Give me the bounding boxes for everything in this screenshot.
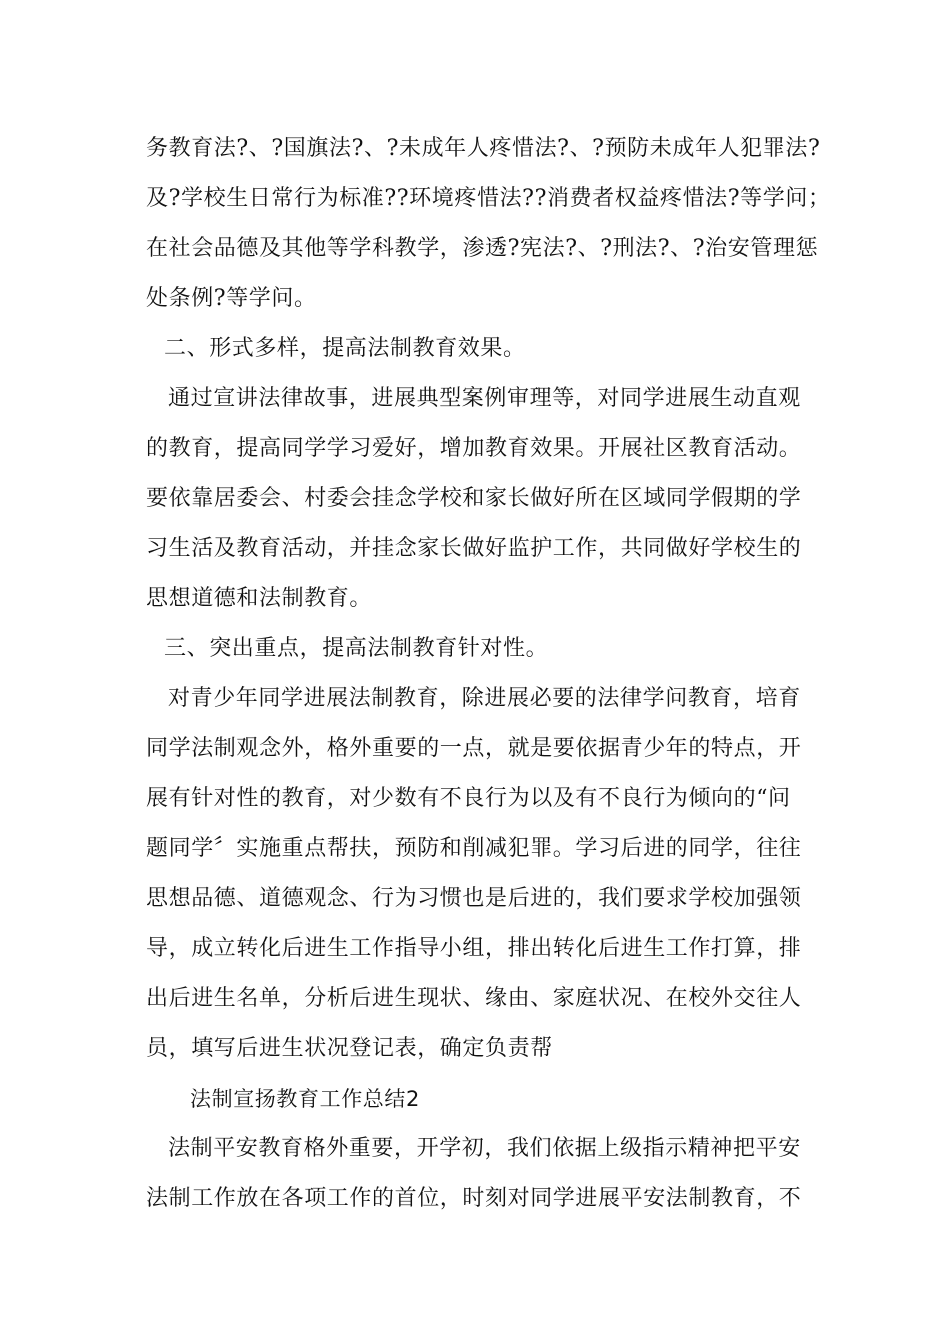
- body-text-line: 在社会品德及其他等学科教学，渗透?宪法?、?刑法?、?治安管理惩: [146, 236, 819, 261]
- body-text-line: 展有针对性的教育，对少数有不良行为以及有不良行为倾向的“问: [146, 786, 791, 811]
- body-text-line: 通过宣讲法律故事，进展典型案例审理等，对同学进展生动直观: [168, 386, 801, 411]
- body-text-line: 法制平安教育格外重要，开学初，我们依据上级指示精神把平安: [168, 1136, 801, 1161]
- body-text-line: 处条例?等学问。: [146, 286, 317, 311]
- body-text-line: 的教育，提高同学学习爱好，增加教育效果。开展社区教育活动。: [146, 436, 802, 461]
- document-title: 法制宣扬教育工作总结2: [190, 1087, 420, 1111]
- body-text-line: 务教育法?、?国旗法?、?未成年人疼惜法?、?预防未成年人犯罪法?: [146, 136, 821, 161]
- section-heading: 三、突出重点，提高法制教育针对性。: [164, 636, 549, 661]
- body-text-line: 及?学校生日常行为标准??环境疼惜法??消费者权益疼惜法?等学问；: [146, 186, 831, 211]
- body-text-line: 思想品德、道德观念、行为习惯也是后进的，我们要求学校加强领: [146, 886, 802, 911]
- section-heading: 二、形式多样，提高法制教育效果。: [164, 336, 526, 361]
- body-text-line: 题同学〞实施重点帮扶，预防和削减犯罪。学习后进的同学，往往: [146, 836, 802, 861]
- body-text-line: 思想道德和法制教育。: [146, 586, 373, 611]
- body-text-line: 同学法制观念外，格外重要的一点，就是要依据青少年的特点，开: [146, 736, 802, 761]
- body-text-line: 法制工作放在各项工作的首位，时刻对同学进展平安法制教育，不: [146, 1186, 802, 1211]
- body-text-line: 习生活及教育活动，并挂念家长做好监护工作，共同做好学校生的: [146, 536, 802, 561]
- body-text-line: 导，成立转化后进生工作指导小组，排出转化后进生工作打算，排: [146, 936, 802, 961]
- body-text-line: 出后进生名单，分析后进生现状、缘由、家庭状况、在校外交往人: [146, 986, 802, 1011]
- body-text-line: 对青少年同学进展法制教育，除进展必要的法律学问教育，培育: [168, 686, 801, 711]
- body-text-line: 要依靠居委会、村委会挂念学校和家长做好所在区域同学假期的学: [146, 486, 802, 511]
- body-text-line: 员，填写后进生状况登记表，确定负责帮: [146, 1036, 553, 1061]
